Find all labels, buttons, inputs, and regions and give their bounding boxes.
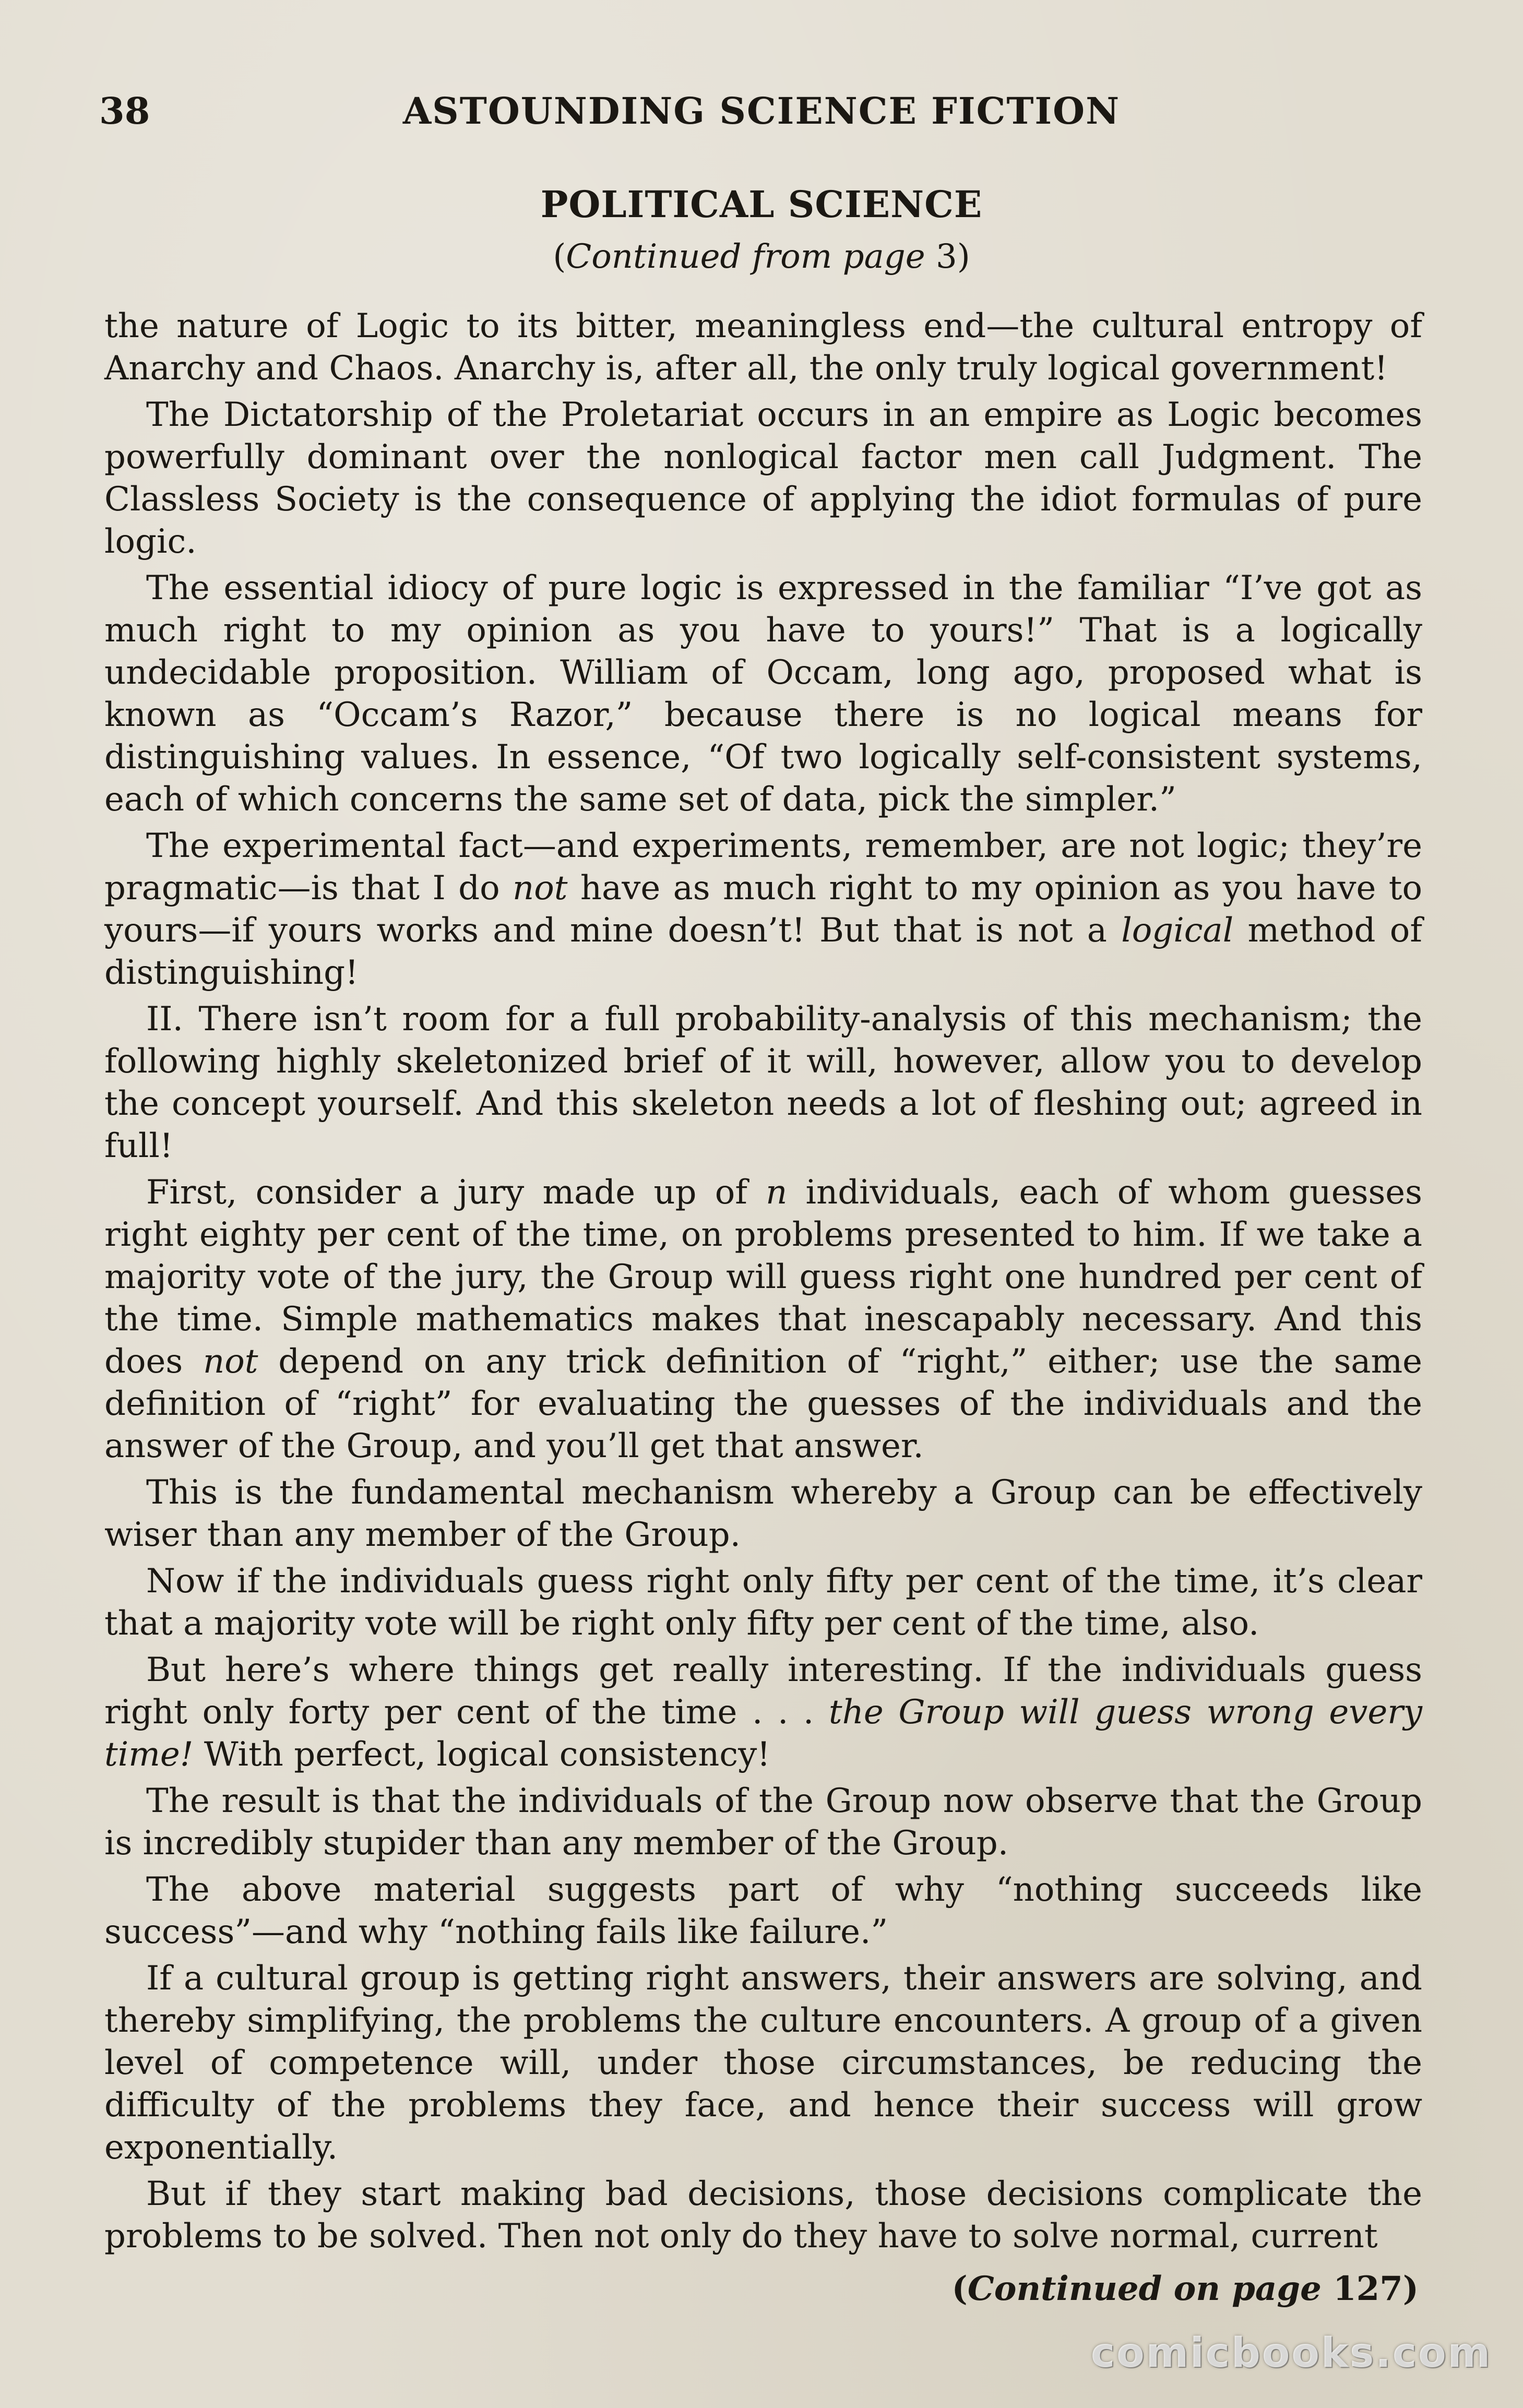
article-heading: POLITICAL SCIENCE <box>540 183 983 226</box>
article-body <box>104 305 1422 2262</box>
emphasis: logical <box>1121 911 1234 950</box>
paragraph: If a cultural group is getting right answers, their answers are solving, and thereby simplifying, the problems the culture encounters. A group of a given level of competence will, under those circumstances, be reducing the difficulty of the problems they face, and hence their success will grow exponentially. <box>104 1959 1422 2167</box>
watermark: comicbooks.com <box>1090 2330 1492 2377</box>
paragraph <box>104 825 1422 994</box>
paragraph <box>104 1172 1422 1468</box>
paragraph: the nature of Logic to its bitter, meaningless end—the cultural entropy of Anarchy and Chaos. Anarchy is, after all, the only truly logical government! <box>104 307 1422 388</box>
paragraph: The result is that the individuals of the Group now observe that the Group is incredibly stupider than any member of the Group. <box>104 1782 1422 1863</box>
paragraph-text: The experimental fact—and experiments, remember, are not logic; they’re pragmatic—is that I do <box>104 827 1422 908</box>
paragraph: But if they start making bad decisions, those decisions complicate the problems to be solved. Then not only do they have to solve normal, current <box>104 2175 1422 2256</box>
continued-from-note <box>104 237 1419 276</box>
paragraph-text: With perfect, logical consistency! <box>193 1735 770 1774</box>
continued-from-page: 3) <box>925 237 970 276</box>
paragraph: The essential idiocy of pure logic is expressed in the familiar “I’ve got as much right to my opinion as you have to yours!” That is a logically undecidable proposition. William of Occam, long ago, proposed what is known as “Occam’s Razor,” because there is no logical means for distinguishing values. In essence, “Of two logically self-consistent systems, each of which concerns the same set of data, pick the simpler.” <box>104 569 1422 819</box>
continued-on-page: 127) <box>1321 2269 1419 2308</box>
paragraph: This is the fundamental mechanism whereby a Group can be effectively wiser than any member of the Group. <box>104 1473 1422 1554</box>
continued-on-note <box>952 2269 1419 2308</box>
paragraph: Now if the individuals guess right only fifty per cent of the time, it’s clear that a majority vote will be right only fifty per cent of the time, also. <box>104 1562 1422 1643</box>
paragraph-text: method of distinguishing! <box>104 911 1423 992</box>
continued-on-open: ( <box>951 2269 968 2308</box>
emphasis: not <box>203 1342 258 1381</box>
paragraph-text: depend on any trick definition of “right,” either; use the same definition of “right” for evaluating the guesses of the individuals and the answer of the Group, and you’ll get that answer. <box>104 1342 1422 1465</box>
paragraph-text: have as much right to my opinion as you have to yours—if yours works and mine doesn’t! But that is not a <box>104 869 1423 950</box>
emphasis: not <box>512 869 568 908</box>
paragraph: The Dictatorship of the Proletariat occurs in an empire as Logic becomes powerfully dominant over the nonlogical factor men call Judgment. The Classless Society is the consequence of applying the idiot formulas of pure logic. <box>104 396 1422 561</box>
emphasis: the Group will guess wrong every time! <box>104 1693 1423 1774</box>
emphasis: n <box>766 1173 788 1212</box>
paragraph-text: First, consider a jury made up of <box>146 1173 766 1212</box>
magazine-title: ASTOUNDING SCIENCE FICTION <box>402 89 1121 133</box>
continued-from-open: ( <box>553 237 566 276</box>
continued-on-label: Continued on page <box>967 2269 1322 2308</box>
paragraph <box>104 1649 1422 1776</box>
paragraph: II. There isn’t room for a full probability-analysis of this mechanism; the following highly skeletonized brief of it will, however, allow you to develop the concept yourself. And this skeleton needs a lot of fleshing out; agreed in full! <box>104 1000 1422 1165</box>
paragraph: The above material suggests part of why “nothing succeeds like success”—and why “nothing fails like failure.” <box>104 1870 1422 1951</box>
paragraph-text: individuals, each of whom guesses right eighty per cent of the time, on problems presented to him. If we take a majority vote of the jury, the Group will guess right one hundred per cent of the time. Simple mathematics makes that inescapably necessary. And this does <box>104 1173 1422 1381</box>
page-number: 38 <box>99 89 150 133</box>
continued-from-label: Continued from page <box>566 237 925 276</box>
running-head <box>99 88 1424 135</box>
paragraph-text: But here’s where things get really interesting. If the individuals guess right only forty per cent of the time . . . <box>104 1651 1422 1732</box>
